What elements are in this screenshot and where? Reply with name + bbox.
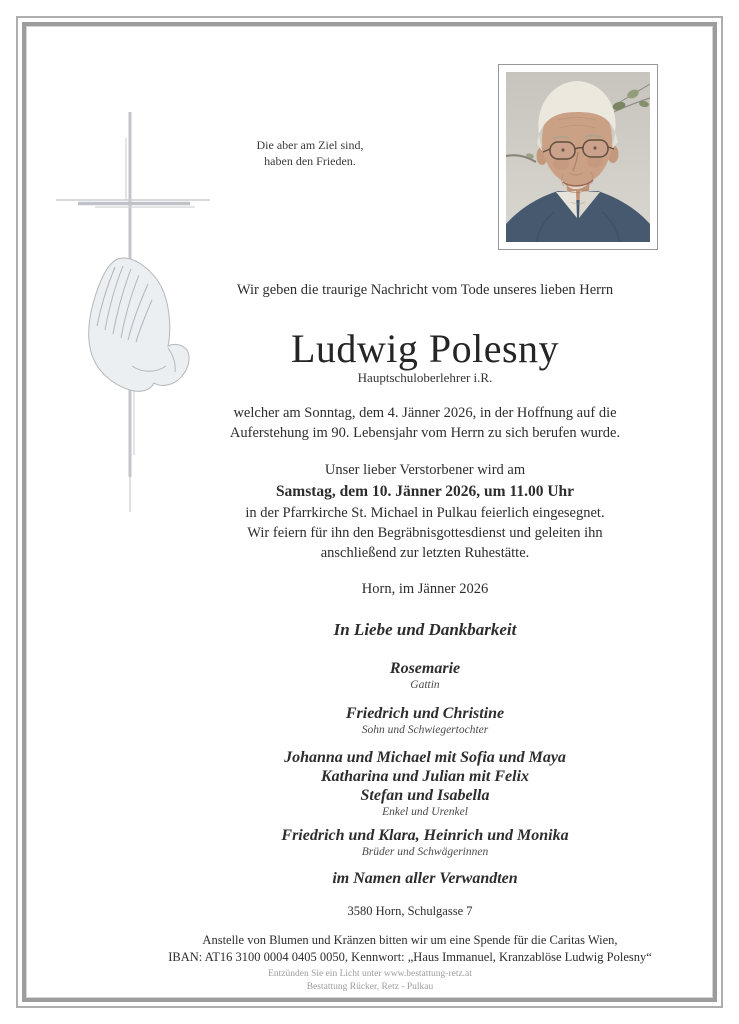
scripture-quote-line: haben den Frieden.: [264, 154, 356, 168]
death-notice: [140, 403, 710, 443]
mourner-relation: Enkel und Urenkel: [382, 806, 468, 818]
in-name-of-relatives: im Namen aller Verwandten: [332, 870, 518, 887]
mourner-group: [140, 826, 710, 860]
mourner-names: Johanna und Michael mit Sofia und Maya: [284, 749, 566, 766]
iban-line: IBAN: AT16 3100 0004 0405 0050, Kennwort: „Haus Immanuel, Kranzablöse Ludwig Polesny“: [168, 950, 652, 964]
place-and-date: Horn, im Jänner 2026: [361, 581, 489, 597]
mourner-names: Rosemarie: [389, 660, 461, 677]
funeral-service-details: [140, 460, 710, 563]
funeral-home-footer: [25, 968, 715, 993]
mourner-group: [140, 659, 710, 693]
mourner-relation: Brüder und Schwägerinnen: [361, 846, 489, 858]
announcement-intro: Wir geben die traurige Nachricht vom Tode unseres lieben Herrn: [236, 282, 614, 298]
scripture-quote-line: Die aber am Ziel sind,: [256, 138, 364, 152]
mourner-names: Friedrich und Klara, Heinrich und Monika: [281, 827, 569, 844]
mourner-relation: Gattin: [410, 679, 440, 691]
donation-note: [80, 932, 739, 966]
portrait-photo: [498, 64, 658, 250]
scripture-quote: [205, 137, 415, 169]
service-intro: Unser lieber Verstorbener wird am: [324, 462, 526, 478]
service-detail-line: Wir feiern für ihn den Begräbnisgottesdienst und geleiten ihn: [247, 525, 603, 541]
mourner-names: Friedrich und Christine: [345, 705, 505, 722]
announcement-column: [140, 281, 710, 889]
funeral-home-name: Bestattung Rücker, Retz - Pulkau: [306, 981, 434, 992]
mourner-relation: Sohn und Schwiegertochter: [361, 724, 489, 736]
portrait-illustration: [506, 72, 650, 242]
mourner-group: [140, 748, 710, 820]
address-line: 3580 Horn, Schulgasse 7: [347, 904, 473, 918]
deceased-name: Ludwig Polesny: [290, 326, 560, 371]
address-and-donation: [80, 903, 739, 966]
mourner-names: Stefan und Isabella: [360, 787, 490, 804]
deceased-title: Hauptschuloberlehrer i.R.: [357, 370, 493, 385]
death-notice-line: Auferstehung im 90. Lebensjahr vom Herrn zu sich berufen wurde.: [229, 425, 621, 441]
memorial-light-note: Entzünden Sie ein Licht unter www.bestattung-retz.at: [268, 969, 472, 979]
donation-line: Anstelle von Blumen und Kränzen bitten wir um eine Spende für die Caritas Wien,: [202, 933, 618, 947]
service-detail-line: in der Pfarrkirche St. Michael in Pulkau feierlich eingesegnet.: [245, 505, 605, 521]
service-datetime: Samstag, dem 10. Jänner 2026, um 11.00 Uhr: [275, 483, 575, 500]
death-notice-line: welcher am Sonntag, dem 4. Jänner 2026, in der Hoffnung auf die: [233, 405, 617, 421]
mourner-names: Katharina und Julian mit Felix: [320, 768, 530, 785]
service-detail-line: anschließend zur letzten Ruhestätte.: [320, 545, 530, 561]
mourner-group: [140, 704, 710, 738]
closing-line: In Liebe und Dankbarkeit: [333, 620, 517, 639]
